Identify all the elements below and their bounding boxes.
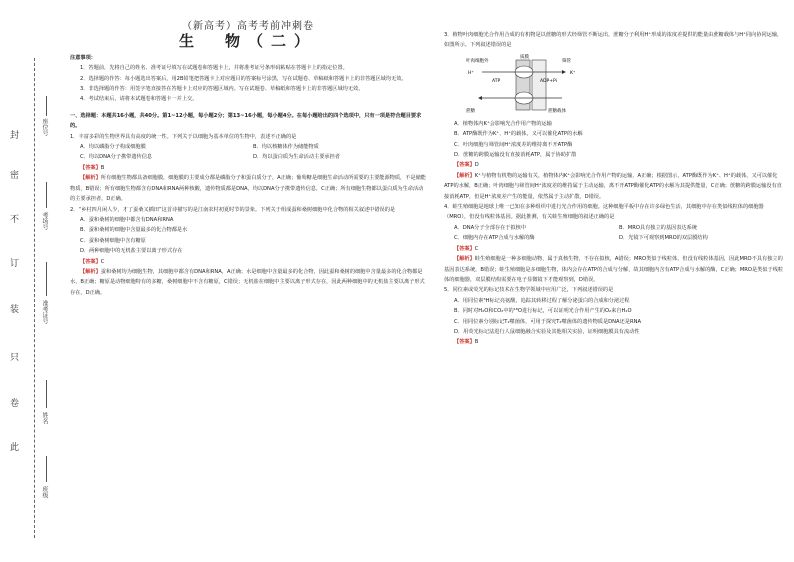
answer-value: B: [474, 339, 479, 346]
option: D．用荧光标记法进行人鼠细胞融合实验及其他相关实验，证明细胞膜具有流动性: [454, 328, 640, 335]
field-name: 姓名: [41, 412, 48, 424]
question-1-explanation: [70, 173, 426, 204]
question-1-stem: 1．丰富多彩的生物世界具有高度的统一性。下列关于以细胞为基本单位的生物中，表述不正确的是: [70, 133, 297, 140]
question-2-options: [70, 215, 426, 257]
seal-char: 只: [10, 353, 20, 363]
seal-char: 不: [10, 215, 20, 225]
option: A．均以磷脂分子构成细胞膜: [80, 144, 146, 151]
label-extracellular: 叶肉细胞外: [466, 58, 489, 64]
question-3-stem: 3．植物叶肉细胞光合作用合成的有机物是以蔗糖的形式经筛管不断运出，蔗糖分子利用H⁺形成的浓度差提供的能量由蔗糖载体与H⁺同向协同运输，如图所示。下列叙述错误的是: [444, 32, 783, 49]
field-seat-number: 座位号: [41, 118, 48, 136]
note-item: 3．非选择题的作答：用签字笔直接答在答题卡上对应的答题区域内。写在试题卷、草稿纸和答题卡上的非答题区域均无效。: [80, 86, 364, 93]
transport-diagram-svg: [462, 54, 592, 116]
answer-tag: 【答案】: [454, 245, 475, 252]
question-2-answer: [70, 257, 426, 267]
label-atp: ATP: [492, 78, 501, 84]
option: D．两种细胞中的无机盐主要以离子形式存在: [80, 248, 183, 255]
question-4-options: [444, 223, 784, 244]
question-4-stem: 4．蛙生殖细胞是地球上唯一已知在多种组织中进行光合作用的细胞。这种细胞平板中存在许多绿色生活，其细胞中存在类似线粒体的细胞器（MRO），但没有线粒体基因。据此推测，有关蛙生殖细胞的叙述正确的是: [444, 204, 764, 221]
answer-value: C: [100, 258, 105, 265]
option: D．光镜下可观察到MRO的双层膜结构: [619, 235, 708, 242]
explain-tag: 【解析】: [80, 268, 101, 275]
option: A．植物体内K⁺会影响光合作用产物的运输: [454, 120, 552, 127]
binding-dashed-line: [34, 58, 35, 538]
option: B．同时对H₂O和CO₂中的¹⁸O进行标记，可以证明光合作用产生的O₂来自H₂O: [454, 308, 632, 315]
question-5-stem: 5．同位素或荧光的标记技术在生物学领域中应用广泛，下列叙述错误的是: [444, 287, 614, 294]
question-1-answer: [70, 163, 426, 173]
seal-char: 密: [10, 171, 20, 181]
option: A．DNA分子全部存在于拟核中: [454, 224, 527, 231]
question-2-explanation: [70, 267, 426, 298]
arrow-head: [478, 96, 482, 100]
option: C．用同位素分别标记T₂噬菌体，可用于探究T₂噬菌体的遗传物质是DNA还是RNA: [454, 318, 642, 325]
option: D．均以蛋白质为生命活动主要承担者: [253, 154, 340, 161]
option: D．蔗糖的跨膜运输没有直接消耗ATP，属于协助扩散: [454, 152, 577, 159]
option: B．均以核糖体作为储能物质: [253, 144, 319, 151]
field-ticket-number: 准考证号: [41, 300, 48, 324]
question-3-explanation: [444, 171, 784, 202]
field-class: 班级: [41, 486, 48, 498]
explain-tag: 【解析】: [80, 175, 101, 182]
answer-tag: 【答案】: [454, 162, 475, 169]
answer-tag: 【答案】: [80, 164, 101, 171]
answer-value: B: [100, 164, 105, 171]
label-sieve-tube: 筛管: [562, 58, 571, 64]
field-line: [46, 380, 47, 408]
option: B．ATP酶既作为K⁺、H⁺的载体，又可以催化ATP的水解: [454, 131, 583, 138]
option: C．叶肉细胞与筛管间H⁺浓度差的维持离不开ATP酶: [454, 141, 573, 148]
right-column: [444, 0, 784, 348]
question-5-options: [444, 296, 784, 338]
option: B．蚕和桑树的细胞中含量最多的化合物都是水: [80, 227, 188, 234]
arrow-head: [562, 70, 566, 74]
seal-char: 卷: [10, 399, 20, 409]
seal-char: 装: [10, 305, 20, 315]
label-k-ion: K⁺: [570, 70, 576, 76]
explain-text: 蛙生殖细胞是一种多细胞动物，属于真核生物，不存在拟核，A错误；MRO类似于线粒体，但没有线粒体基因，因此MRO不具有独立的基因表达系统，B错误；蛙生殖细胞是多细胞生物，体内会存在ATP的合成与分解，故其细胞内含有ATP合成与水解的酶，C正确；MRO是类似于线粒体的细胞器，双层膜结构需要在电子显微镜下才能观察到，D错误。: [444, 256, 784, 283]
section-heading: 一、选择题：本题共16小题，共40分。第1~12小题，每小题2分；第13~16小题，每小题4分。在每小题给出的四个选项中，只有一项是符合题目要求的。: [70, 112, 422, 130]
option: C．蚕和桑树细胞中含有糖原: [80, 237, 146, 244]
option: A．用同位素³H标记亮氨酸，追踪其转移过程了解分泌蛋白的合成和分泌过程: [454, 297, 630, 304]
membrane-shape: [532, 60, 546, 110]
question-3-options: [444, 119, 784, 161]
field-line: [46, 456, 47, 482]
label-adp-pi: ADP+Pi: [540, 78, 557, 84]
seal-char: 封: [10, 131, 20, 141]
question-5-answer: [444, 337, 784, 347]
label-h-ion: H⁺: [468, 70, 474, 76]
exam-title: （新高考）高考考前冲刺卷: [182, 21, 314, 32]
question-2-stem: 2．“乡村四月闲人少，才了蚕桑又插田”这首诗描写的是江南农村初夏时节的景象。下列关于组成蚕和桑树细胞中化合物的相关叙述中错误的是: [70, 206, 396, 213]
explain-tag: 【解析】: [454, 256, 475, 263]
field-line: [46, 182, 47, 208]
field-exam-room: 考场号: [41, 212, 48, 230]
option: C．均以DNA分子携带遗传信息: [80, 154, 153, 161]
question-4-answer: [444, 244, 784, 254]
option: C．细胞内存在ATP合成与水解的酶: [454, 235, 535, 242]
left-column: [70, 0, 426, 298]
seal-char: 此: [10, 443, 20, 453]
answer-tag: 【答案】: [454, 339, 475, 346]
note-item: 2．选择题的作答：每小题选出答案后，用2B铅笔把答题卡上对应题目的答案标号涂黑，写在试题卷、草稿纸和答题卡上的非答题区域均无效。: [80, 75, 407, 82]
question-4-explanation: [444, 254, 784, 285]
answer-tag: 【答案】: [80, 258, 101, 265]
label-sucrose: 蔗糖: [466, 108, 475, 114]
option: B．MRO具有独立的基因表达系统: [619, 224, 697, 231]
binding-margin: [0, 0, 60, 562]
exam-subject: 生 物（二）: [178, 32, 317, 51]
option: A．蚕和桑树的细胞中都含有DNA和RNA: [80, 216, 174, 223]
seal-char: 订: [10, 259, 20, 269]
answer-value: C: [474, 245, 479, 252]
explain-text: K⁺与植物有机物的运输有关，植物体内K⁺会影响光合作用产物的运输，A正确；根据图示，ATP酶既作为K⁺、H⁺的载体，又可以催化ATP的水解，B正确；叶肉细胞与筛管间H⁺浓度差的维持属于主动运输，离不开ATP酶催化ATP的水解为其提供能量，C正确；蔗糖的跨膜运输没有直接消耗ATP，但是H⁺浓度差产生的能量，依然属于主动扩散，D错误。: [444, 172, 782, 200]
explain-text: 所有细胞生物都具备细胞膜，细胞膜的主要成分都是磷脂分子和蛋白质分子，A正确；葡萄糖是细胞生命活动所需要的主要能源物质，不是储能物质，B错误；所有细胞生物都含有DNA和RNA两种核酸，遗传物质都是DNA，均以DNA分子携带遗传信息，C正确；所有细胞生物都以蛋白质为生命活动的主要承担者，D正确。: [70, 175, 426, 203]
field-line: [46, 96, 47, 116]
field-line: [46, 262, 47, 296]
answer-value: D: [474, 162, 479, 169]
explain-text: 蚕和桑树均为细胞生物，其细胞中都含有DNA和RNA，A正确；水是细胞中含量最多的化合物，因此蚕和桑树的细胞中含量最多的化合物都是水，B正确；糖原是动物细胞特有的多糖，桑树细胞中不含有糖原，C错误；无机盐在细胞中主要以离子形式存在，因此两种细胞中的无机盐主要以离子形式存在，D正确。: [70, 268, 425, 296]
transport-diagram: [462, 54, 592, 116]
explain-tag: 【解析】: [454, 172, 475, 179]
question-3-answer: [444, 160, 784, 170]
question-1-options: [70, 142, 426, 163]
note-item: 4．考试结束后，请将本试题卷和答题卡一并上交。: [80, 96, 198, 103]
notes-heading: 注意事项：: [70, 54, 96, 61]
label-sucrose-carrier: 蔗糖载体: [548, 108, 566, 114]
note-item: 1．答题前，先将自己的姓名、准考证号填写在试题卷和答题卡上，并将准考证号条形码粘贴在答题卡上的指定位置。: [80, 65, 348, 72]
label-membrane: 质膜: [520, 54, 529, 60]
